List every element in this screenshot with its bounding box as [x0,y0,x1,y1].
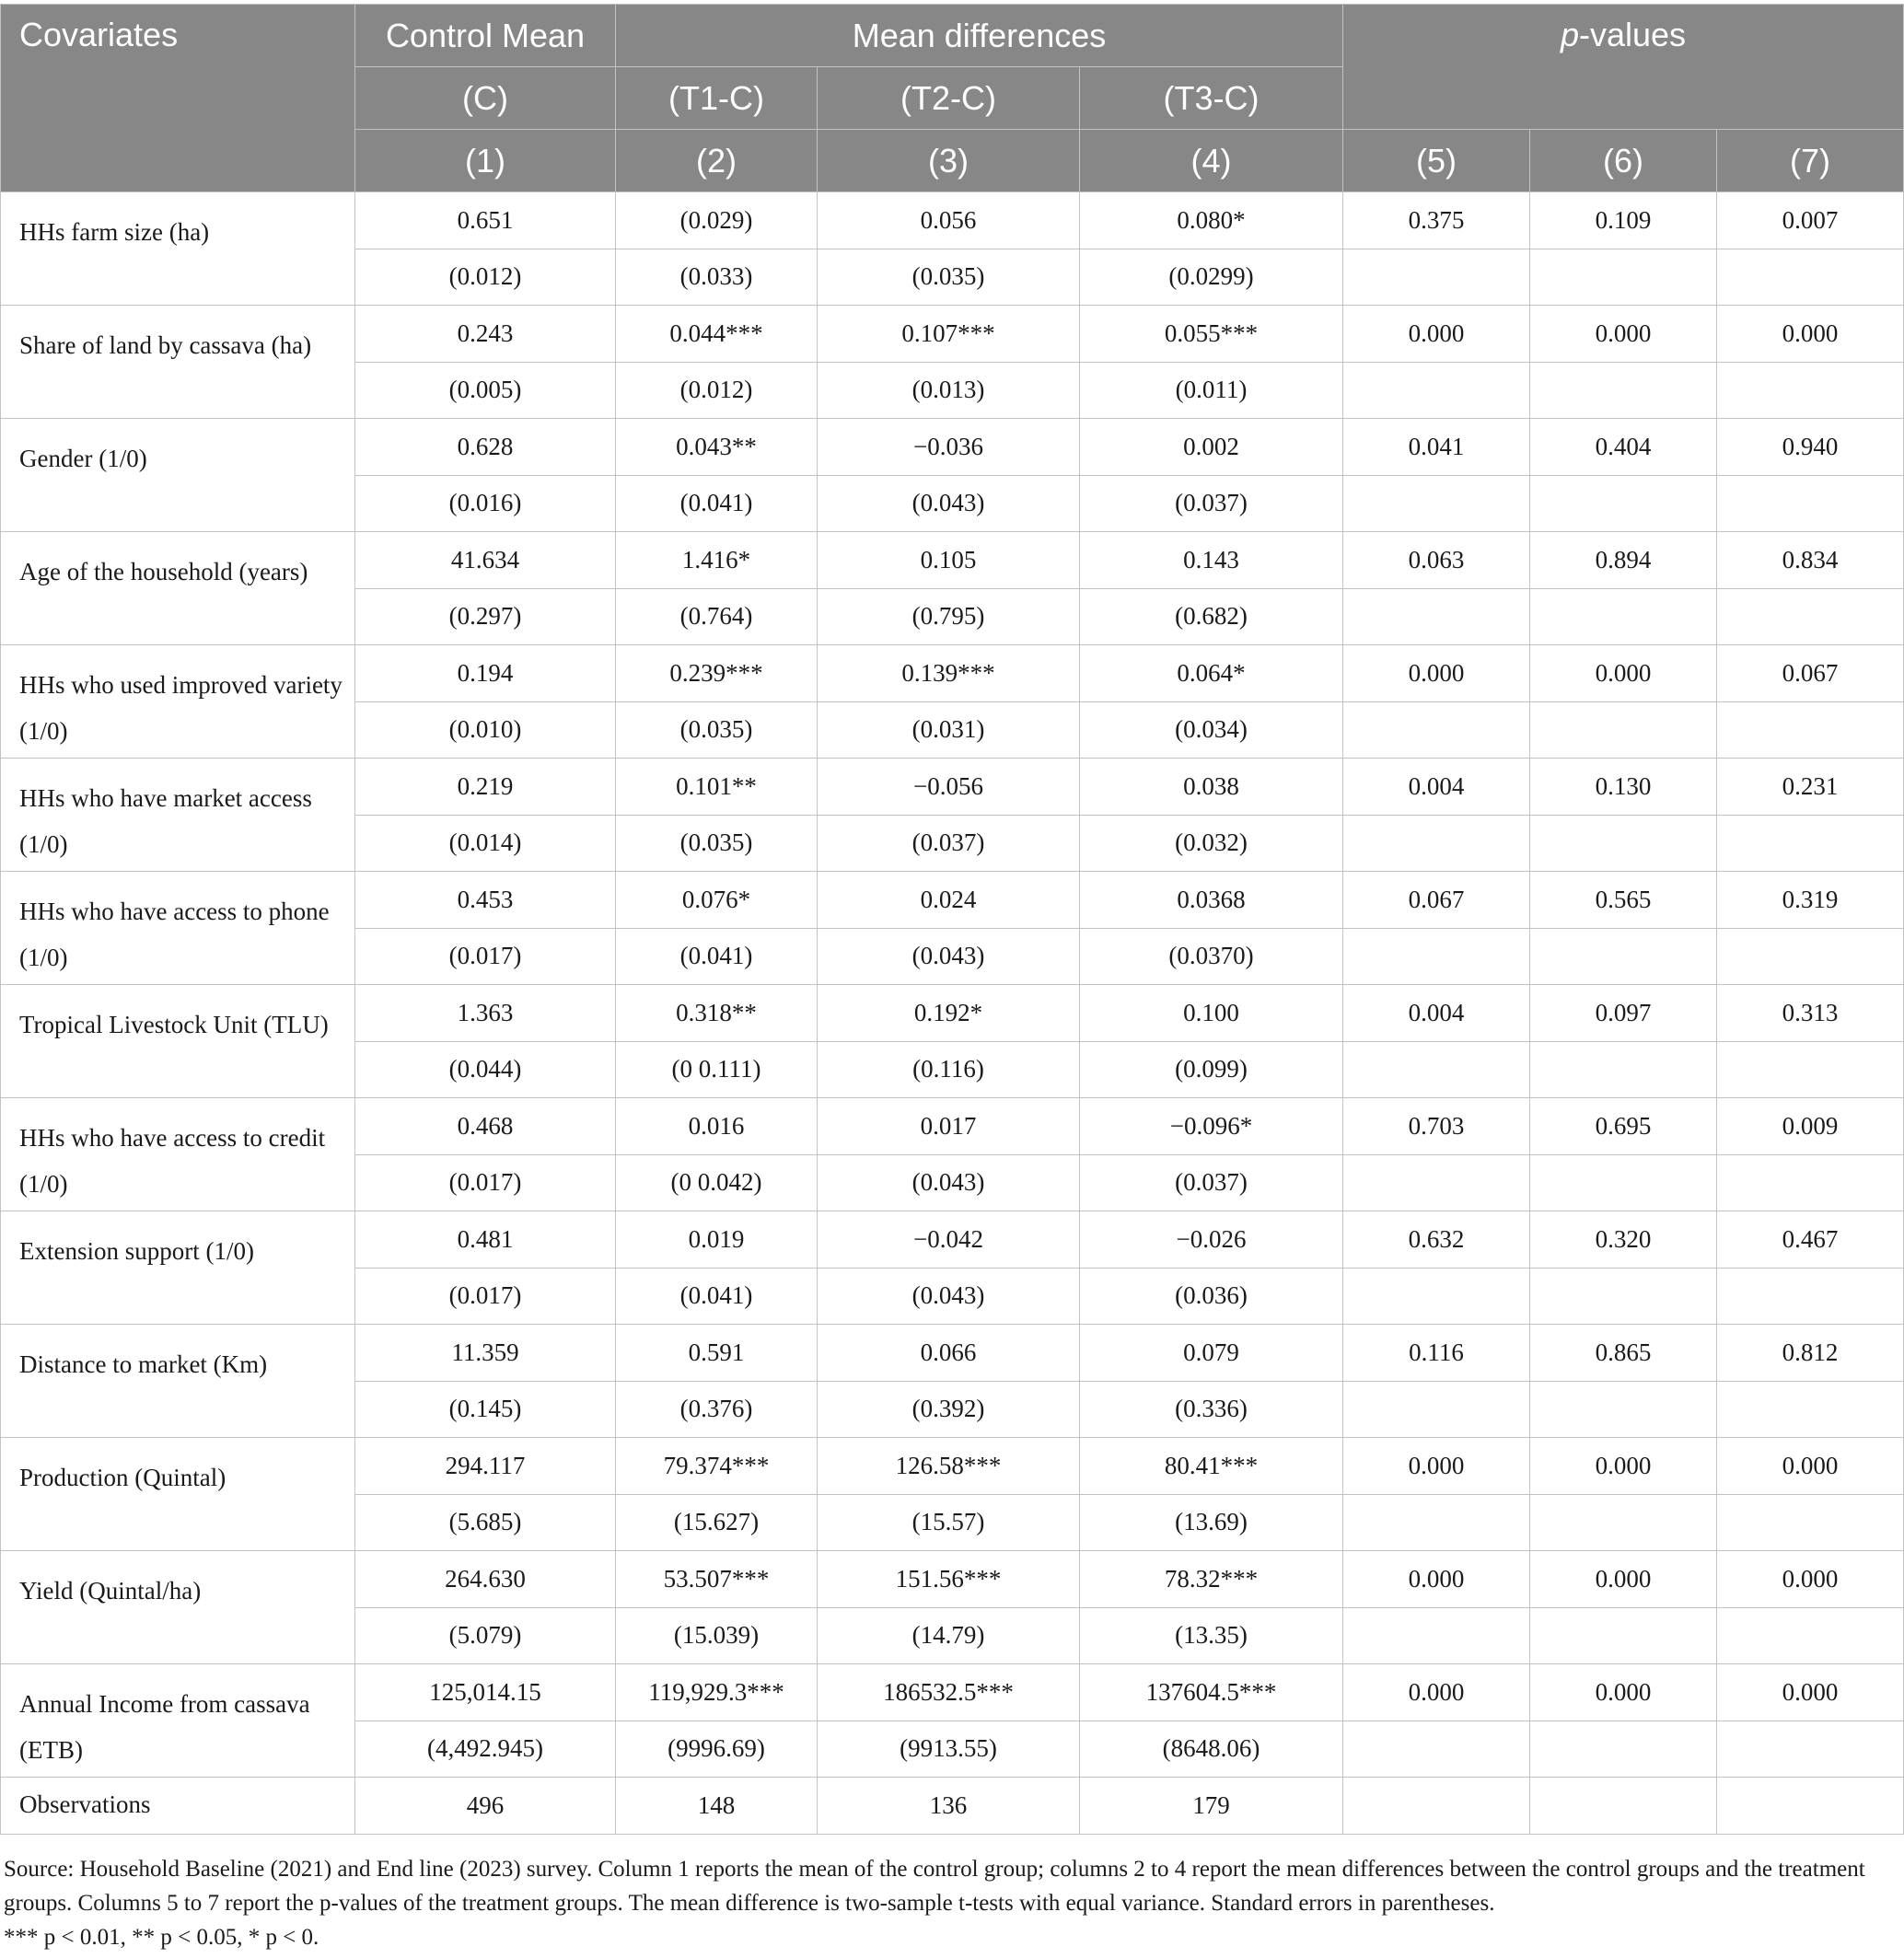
column-number-6: (6) [1530,130,1717,192]
standard-error-col4: (0.099) [1080,1041,1343,1098]
empty-cell [1530,1381,1717,1438]
mean-value-col4: 0.143 [1080,532,1343,589]
mean-value-col2: 0.239*** [616,645,818,702]
standard-error-col1: (0.005) [355,362,616,419]
standard-error-col4: (0.682) [1080,588,1343,645]
empty-cell [1717,1268,1904,1325]
standard-error-col1: (0.297) [355,588,616,645]
mean-differences-header: Mean differences [616,5,1343,67]
standard-error-col2: (15.039) [616,1607,818,1664]
standard-error-col4: (0.036) [1080,1268,1343,1325]
standard-error-col1: (4,492.945) [355,1720,616,1778]
standard-error-col4: (0.037) [1080,1154,1343,1211]
mean-value-col3: 0.056 [818,192,1080,249]
empty-cell [1530,1720,1717,1778]
mean-value-col1: 0.468 [355,1098,616,1155]
empty-cell [1530,701,1717,759]
observations-col2: 148 [616,1778,818,1835]
standard-error-col2: (0.376) [616,1381,818,1438]
covariate-label: Production (Quintal) [1,1438,355,1551]
mean-value-col4: 0.055*** [1080,306,1343,363]
table-row [1,1325,1904,1382]
observations-label: Observations [1,1778,355,1835]
standard-error-col1: (0.017) [355,1154,616,1211]
empty-cell [1343,588,1530,645]
p-value-col5: 0.375 [1343,192,1530,249]
mean-value-col4: 0.0368 [1080,872,1343,929]
mean-value-col2: 0.076* [616,872,818,929]
p-value-col6: 0.000 [1530,1551,1717,1608]
column-number-3: (3) [818,130,1080,192]
mean-value-col1: 0.194 [355,645,616,702]
mean-value-col3: 151.56*** [818,1551,1080,1608]
empty-cell [1343,249,1530,306]
empty-cell [1717,1720,1904,1778]
p-value-col5: 0.063 [1343,532,1530,589]
standard-error-col2: (0.041) [616,1268,818,1325]
mean-value-col2: 0.101** [616,759,818,816]
standard-error-col3: (0.043) [818,1154,1080,1211]
table-row [1,645,1904,702]
observations-col4: 179 [1080,1778,1343,1835]
empty-cell [1717,1494,1904,1551]
p-value-col5: 0.000 [1343,645,1530,702]
mean-value-col1: 0.628 [355,419,616,476]
empty-cell [1530,928,1717,985]
p-value-col5: 0.000 [1343,306,1530,363]
standard-error-col3: (0.116) [818,1041,1080,1098]
table-footnote [4,1852,1898,1954]
empty-cell [1343,1778,1530,1835]
p-value-col5: 0.004 [1343,985,1530,1042]
column-number-4: (4) [1080,130,1343,192]
column-number-1: (1) [355,130,616,192]
empty-cell [1717,475,1904,532]
empty-cell [1343,815,1530,872]
standard-error-col4: (8648.06) [1080,1720,1343,1778]
empty-cell [1717,588,1904,645]
standard-error-col4: (0.336) [1080,1381,1343,1438]
standard-error-col3: (0.043) [818,928,1080,985]
standard-error-col4: (13.69) [1080,1494,1343,1551]
table-row [1,1098,1904,1155]
table-header [1,5,1904,192]
empty-cell [1717,701,1904,759]
empty-cell [1717,362,1904,419]
standard-error-col2: (0.035) [616,815,818,872]
covariate-label: Age of the household (years) [1,532,355,645]
empty-cell [1343,362,1530,419]
standard-error-col3: (0.031) [818,701,1080,759]
standard-error-col2: (0 0.042) [616,1154,818,1211]
p-value-col5: 0.041 [1343,419,1530,476]
empty-cell [1530,1041,1717,1098]
standard-error-col3: (9913.55) [818,1720,1080,1778]
empty-cell [1343,928,1530,985]
mean-value-col3: −0.042 [818,1211,1080,1269]
standard-error-col4: (0.011) [1080,362,1343,419]
p-value-col7: 0.319 [1717,872,1904,929]
table-row [1,1438,1904,1495]
p-value-col6: 0.097 [1530,985,1717,1042]
mean-value-col3: 126.58*** [818,1438,1080,1495]
standard-error-col2: (15.627) [616,1494,818,1551]
empty-cell [1343,1154,1530,1211]
standard-error-col3: (0.043) [818,1268,1080,1325]
p-value-col7: 0.812 [1717,1325,1904,1382]
column-number-7: (7) [1717,130,1904,192]
p-value-col6: 0.865 [1530,1325,1717,1382]
standard-error-col3: (0.037) [818,815,1080,872]
mean-value-col1: 1.363 [355,985,616,1042]
p-value-col5: 0.703 [1343,1098,1530,1155]
mean-value-col1: 294.117 [355,1438,616,1495]
p-value-col7: 0.231 [1717,759,1904,816]
p-value-col7: 0.940 [1717,419,1904,476]
covariate-label: Yield (Quintal/ha) [1,1551,355,1664]
observations-row [1,1778,1904,1835]
p-value-col7: 0.313 [1717,985,1904,1042]
standard-error-col2: (0 0.111) [616,1041,818,1098]
mean-value-col2: 0.591 [616,1325,818,1382]
balance-table [0,4,1904,1835]
covariate-label: Annual Income from cassava (ETB) [1,1664,355,1778]
mean-value-col3: 186532.5*** [818,1664,1080,1721]
standard-error-col1: (0.010) [355,701,616,759]
standard-error-col2: (9996.69) [616,1720,818,1778]
covariate-label: HHs who have access to credit (1/0) [1,1098,355,1211]
footnote-significance: *** p < 0.01, ** p < 0.05, * p < 0. [4,1925,319,1950]
covariate-label: Share of land by cassava (ha) [1,306,355,419]
mean-value-col2: 1.416* [616,532,818,589]
empty-cell [1530,1154,1717,1211]
mean-value-col4: 0.038 [1080,759,1343,816]
p-value-col7: 0.007 [1717,192,1904,249]
mean-value-col3: 0.107*** [818,306,1080,363]
mean-value-col4: 78.32*** [1080,1551,1343,1608]
mean-value-col2: 0.318** [616,985,818,1042]
empty-cell [1343,701,1530,759]
covariate-label: HHs who have market access (1/0) [1,759,355,872]
mean-value-col3: 0.066 [818,1325,1080,1382]
p-value-col6: 0.000 [1530,1438,1717,1495]
empty-cell [1530,475,1717,532]
p-value-col6: 0.320 [1530,1211,1717,1269]
standard-error-col4: (0.032) [1080,815,1343,872]
standard-error-col3: (0.392) [818,1381,1080,1438]
mean-value-col2: 0.044*** [616,306,818,363]
mean-value-col2: 119,929.3*** [616,1664,818,1721]
observations-col1: 496 [355,1778,616,1835]
standard-error-col1: (0.044) [355,1041,616,1098]
standard-error-col2: (0.041) [616,928,818,985]
standard-error-col1: (0.014) [355,815,616,872]
p-value-col7: 0.000 [1717,1551,1904,1608]
p-value-col7: 0.000 [1717,306,1904,363]
mean-value-col4: 137604.5*** [1080,1664,1343,1721]
standard-error-col4: (0.0370) [1080,928,1343,985]
p-values-header: p-values [1343,5,1904,130]
empty-cell [1343,1720,1530,1778]
empty-cell [1717,815,1904,872]
standard-error-col1: (0.017) [355,1268,616,1325]
p-value-col6: 0.109 [1530,192,1717,249]
p-value-col6: 0.894 [1530,532,1717,589]
table-row [1,1211,1904,1269]
mean-value-col3: 0.017 [818,1098,1080,1155]
mean-value-col2: 0.016 [616,1098,818,1155]
table-row [1,759,1904,816]
empty-cell [1343,1381,1530,1438]
mean-value-col1: 125,014.15 [355,1664,616,1721]
covariate-label: HHs who have access to phone (1/0) [1,872,355,985]
standard-error-col1: (5.685) [355,1494,616,1551]
sub-header-t2c: (T2-C) [818,67,1080,130]
covariate-label: Extension support (1/0) [1,1211,355,1325]
p-value-col5: 0.000 [1343,1664,1530,1721]
p-value-col7: 0.467 [1717,1211,1904,1269]
standard-error-col3: (0.043) [818,475,1080,532]
mean-value-col2: 0.043** [616,419,818,476]
standard-error-col3: (0.795) [818,588,1080,645]
mean-value-col1: 0.651 [355,192,616,249]
mean-value-col1: 41.634 [355,532,616,589]
p-value-col7: 0.000 [1717,1664,1904,1721]
empty-cell [1530,1607,1717,1664]
empty-cell [1343,1041,1530,1098]
mean-value-col1: 11.359 [355,1325,616,1382]
p-value-col5: 0.116 [1343,1325,1530,1382]
mean-value-col4: 0.064* [1080,645,1343,702]
table-row [1,1664,1904,1721]
p-value-col6: 0.565 [1530,872,1717,929]
table-row [1,532,1904,589]
p-value-col7: 0.067 [1717,645,1904,702]
p-value-col7: 0.000 [1717,1438,1904,1495]
mean-value-col4: 80.41*** [1080,1438,1343,1495]
empty-cell [1717,1607,1904,1664]
mean-value-col3: 0.139*** [818,645,1080,702]
empty-cell [1530,1494,1717,1551]
table-row [1,306,1904,363]
empty-cell [1530,1268,1717,1325]
mean-value-col2: 0.019 [616,1211,818,1269]
mean-value-col4: 0.100 [1080,985,1343,1042]
mean-value-col1: 0.219 [355,759,616,816]
empty-cell [1343,1268,1530,1325]
mean-value-col3: −0.036 [818,419,1080,476]
sub-header-t1c: (T1-C) [616,67,818,130]
p-value-col6: 0.695 [1530,1098,1717,1155]
mean-value-col2: (0.029) [616,192,818,249]
column-number-2: (2) [616,130,818,192]
standard-error-col3: (15.57) [818,1494,1080,1551]
p-value-col5: 0.632 [1343,1211,1530,1269]
observations-col3: 136 [818,1778,1080,1835]
standard-error-col1: (0.145) [355,1381,616,1438]
mean-value-col1: 0.481 [355,1211,616,1269]
table-row [1,872,1904,929]
column-number-5: (5) [1343,130,1530,192]
covariates-header: Covariates [1,5,355,192]
mean-value-col4: 0.080* [1080,192,1343,249]
standard-error-col1: (0.017) [355,928,616,985]
empty-cell [1717,1041,1904,1098]
empty-cell [1530,249,1717,306]
standard-error-col2: (0.012) [616,362,818,419]
empty-cell [1343,1494,1530,1551]
covariate-label: Distance to market (Km) [1,1325,355,1438]
standard-error-col4: (0.034) [1080,701,1343,759]
standard-error-col1: (0.016) [355,475,616,532]
empty-cell [1717,1154,1904,1211]
standard-error-col4: (0.0299) [1080,249,1343,306]
p-value-col6: 0.130 [1530,759,1717,816]
standard-error-col3: (0.013) [818,362,1080,419]
mean-value-col3: 0.192* [818,985,1080,1042]
standard-error-col2: (0.041) [616,475,818,532]
mean-value-col1: 264.630 [355,1551,616,1608]
footnote-source: Source: Household Baseline (2021) and End line (2023) survey. Column 1 reports the mean of the control group; columns 2 to 4 report the mean differences between the control groups and the treatment groups. Columns 5 to 7 report the p-values of the treatment groups. The mean difference is two-sample t-tests with equal variance. Standard errors in parentheses. [4,1857,1865,1916]
standard-error-col3: (0.035) [818,249,1080,306]
control-mean-header: Control Mean [355,5,616,67]
covariate-label: HHs farm size (ha) [1,192,355,306]
covariate-label: Tropical Livestock Unit (TLU) [1,985,355,1098]
p-value-col6: 0.000 [1530,306,1717,363]
standard-error-col1: (0.012) [355,249,616,306]
standard-error-col1: (5.079) [355,1607,616,1664]
empty-cell [1530,815,1717,872]
table-row [1,1551,1904,1608]
table-row [1,192,1904,249]
empty-cell [1530,362,1717,419]
mean-value-col4: −0.096* [1080,1098,1343,1155]
standard-error-col4: (13.35) [1080,1607,1343,1664]
empty-cell [1530,588,1717,645]
p-value-col7: 0.009 [1717,1098,1904,1155]
mean-value-col4: 0.002 [1080,419,1343,476]
empty-cell [1717,249,1904,306]
empty-cell [1530,1778,1717,1835]
mean-value-col3: −0.056 [818,759,1080,816]
mean-value-col2: 79.374*** [616,1438,818,1495]
empty-cell [1717,1778,1904,1835]
mean-value-col4: −0.026 [1080,1211,1343,1269]
p-value-col7: 0.834 [1717,532,1904,589]
empty-cell [1343,1607,1530,1664]
table-row [1,985,1904,1042]
empty-cell [1343,475,1530,532]
sub-header-c: (C) [355,67,616,130]
mean-value-col1: 0.453 [355,872,616,929]
table-row [1,419,1904,476]
p-value-col5: 0.004 [1343,759,1530,816]
mean-value-col1: 0.243 [355,306,616,363]
mean-value-col4: 0.079 [1080,1325,1343,1382]
mean-value-col3: 0.024 [818,872,1080,929]
empty-cell [1717,1381,1904,1438]
empty-cell [1717,928,1904,985]
p-value-col6: 0.000 [1530,645,1717,702]
p-value-col5: 0.000 [1343,1551,1530,1608]
p-value-col6: 0.000 [1530,1664,1717,1721]
standard-error-col2: (0.033) [616,249,818,306]
table-body [1,192,1904,1835]
sub-header-t3c: (T3-C) [1080,67,1343,130]
standard-error-col3: (14.79) [818,1607,1080,1664]
mean-value-col3: 0.105 [818,532,1080,589]
p-value-col6: 0.404 [1530,419,1717,476]
covariate-label: Gender (1/0) [1,419,355,532]
standard-error-col4: (0.037) [1080,475,1343,532]
mean-value-col2: 53.507*** [616,1551,818,1608]
standard-error-col2: (0.764) [616,588,818,645]
standard-error-col2: (0.035) [616,701,818,759]
p-value-col5: 0.000 [1343,1438,1530,1495]
p-value-col5: 0.067 [1343,872,1530,929]
covariate-label: HHs who used improved variety (1/0) [1,645,355,759]
